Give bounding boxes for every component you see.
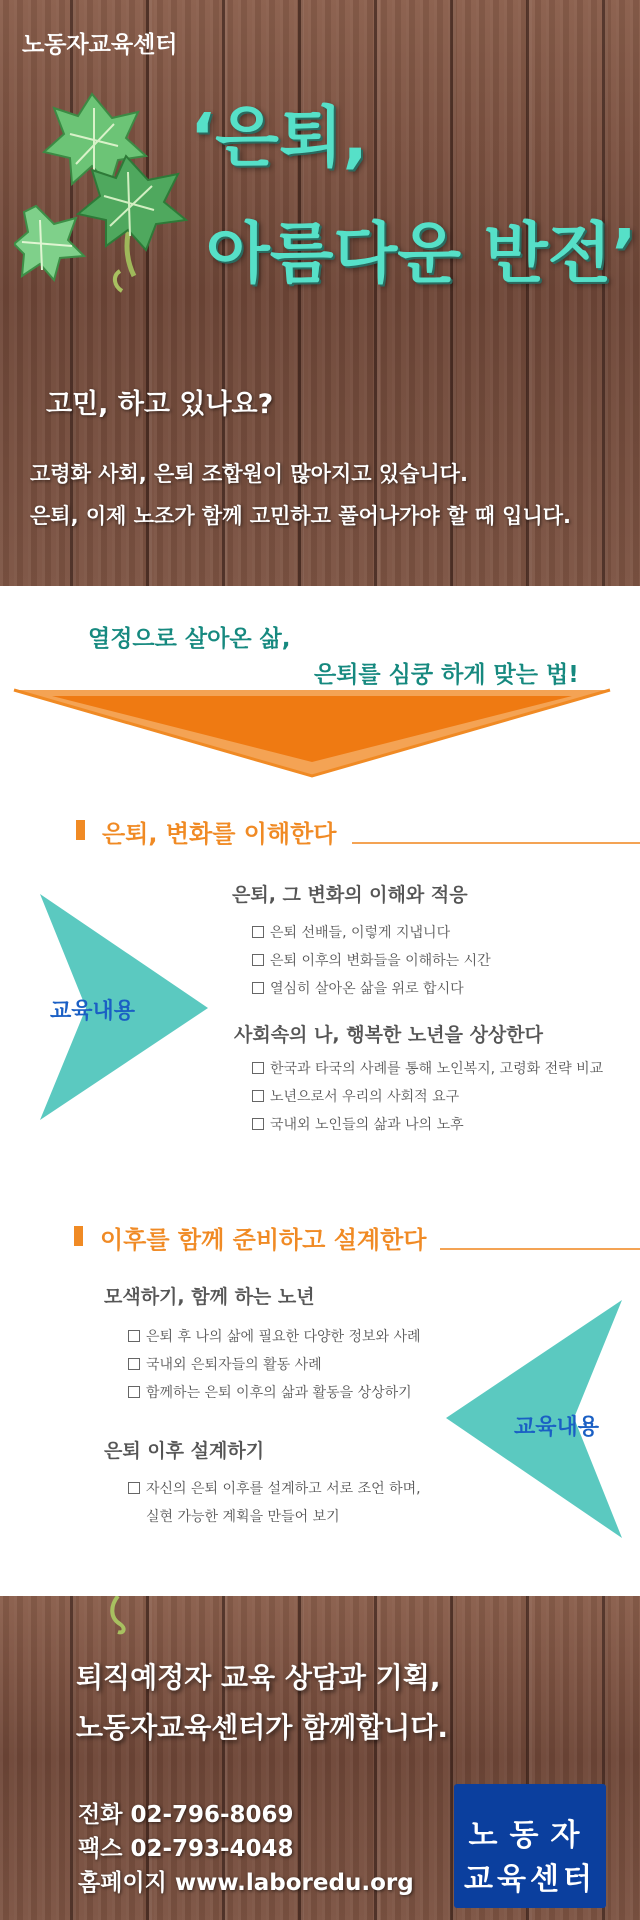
headline-line-1: ‘은퇴, (190, 99, 368, 176)
section-2-rule (440, 1248, 640, 1250)
list-item: 열심히 살아온 삶을 위로 합시다 (252, 978, 464, 998)
logo-line-2: 교육센터 (464, 1862, 596, 1897)
section-1-badge: 교육내용 (50, 999, 136, 1024)
ivy-stem-icon (104, 1596, 134, 1636)
list-item: 은퇴 이후의 변화들을 이해하는 시간 (252, 950, 491, 970)
checkbox-icon (128, 1330, 140, 1342)
checkbox-icon (252, 954, 264, 966)
section-2-title: 이후를 함께 준비하고 설계한다 (100, 1226, 427, 1254)
slogan-line-2: 은퇴를 심쿵 하게 맞는 법! (314, 662, 579, 688)
list-item: 한국과 타국의 사례를 통해 노인복지, 고령화 전략 비교 (252, 1058, 603, 1078)
footer-message-2: 노동자교육센터가 함께합니다. (76, 1711, 449, 1744)
section-1-marker (76, 820, 85, 840)
intro-line-2: 은퇴, 이제 노조가 함께 고민하고 풀어나가야 할 때 입니다. (30, 504, 572, 528)
checkbox-icon (252, 1090, 264, 1102)
section-1-rule (352, 842, 640, 844)
section-1-group-2-heading: 사회속의 나, 행복한 노년을 상상한다 (234, 1024, 543, 1046)
chevron-down-icon (12, 686, 612, 778)
list-item: 은퇴 후 나의 삶에 필요한 다양한 정보와 사례 (128, 1326, 421, 1346)
section-2-group-1-heading: 모색하기, 함께 하는 노년 (104, 1286, 315, 1308)
section-1-title: 은퇴, 변화를 이해한다 (102, 820, 337, 848)
checkbox-icon (252, 982, 264, 994)
headline-line-2: 아름다운 반전’ (206, 215, 637, 292)
list-item: 은퇴 선배들, 이렇게 지냅니다 (252, 922, 450, 942)
header-wood-panel (0, 0, 640, 586)
list-item: 국내외 은퇴자들의 활동 사례 (128, 1354, 322, 1374)
checkbox-icon (128, 1482, 140, 1494)
checkbox-icon (252, 1062, 264, 1074)
intro-line-1: 고령화 사회, 은퇴 조합원이 많아지고 있습니다. (30, 462, 468, 486)
ivy-leaf-icon (14, 86, 204, 306)
phone-text: 전화 02-796-8069 (78, 1802, 294, 1828)
question-text: 고민, 하고 있나요? (46, 389, 274, 420)
checkbox-icon (128, 1386, 140, 1398)
logo-line-1: 노동자 (468, 1818, 592, 1853)
checkbox-icon (128, 1358, 140, 1370)
section-2-marker (74, 1226, 83, 1246)
section-2-group-2-heading: 은퇴 이후 설계하기 (104, 1440, 265, 1462)
list-item: 노년으로서 우리의 사회적 요구 (252, 1086, 459, 1106)
org-name-top: 노동자교육센터 (22, 32, 178, 58)
slogan-line-1: 열정으로 살아온 삶, (88, 626, 291, 652)
fax-text: 팩스 02-793-4048 (78, 1836, 294, 1862)
list-item: 국내외 노인들의 삶과 나의 노후 (252, 1114, 464, 1134)
section-1-group-1-heading: 은퇴, 그 변화의 이해와 적응 (232, 884, 468, 906)
checkbox-icon (252, 926, 264, 938)
list-item-continuation: 실현 가능한 계획을 만들어 보기 (146, 1509, 340, 1525)
checkbox-icon (252, 1118, 264, 1130)
homepage-link[interactable]: 홈페이지 www.laboredu.org (78, 1870, 414, 1896)
section-2-badge: 교육내용 (514, 1415, 600, 1440)
list-item: 함께하는 은퇴 이후의 삶과 활동을 상상하기 (128, 1382, 412, 1402)
list-item: 자신의 은퇴 이후를 설계하고 서로 조언 하며, (128, 1478, 421, 1498)
logo (454, 1784, 606, 1908)
footer-message-1: 퇴직예정자 교육 상담과 기획, (76, 1661, 441, 1694)
